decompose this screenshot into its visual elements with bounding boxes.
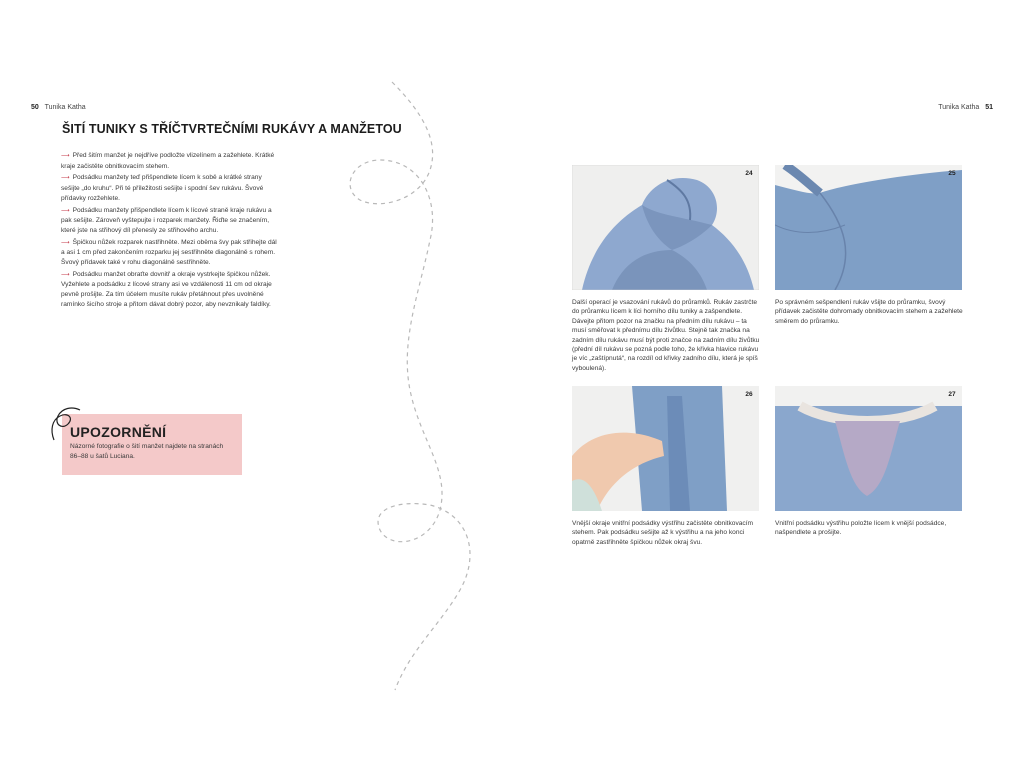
- photo-number: 25: [948, 170, 956, 177]
- garment-photo-image: [572, 165, 759, 290]
- step-photo-27: [775, 386, 962, 511]
- needle-arrow-icon: ⟶: [61, 271, 70, 278]
- instruction-steps: [61, 151, 279, 312]
- needle-arrow-icon: ⟶: [61, 153, 70, 159]
- right-running-head: Tunika Katha: [938, 104, 980, 111]
- photo-caption: Po správném sešpendlení rukáv všijte do průramku, švový přídavek začistěte dohromady obnitkovacím stehem a zažehlete směrem do průramku.: [775, 299, 963, 325]
- instruction-step: [61, 270, 279, 310]
- garment-photo-image: [775, 386, 962, 511]
- garment-photo-image: [572, 386, 759, 511]
- photo-number: 26: [745, 391, 753, 398]
- note-box: [62, 414, 242, 475]
- left-page-folio: [31, 104, 86, 111]
- left-page-number: 50: [31, 104, 39, 111]
- garment-photo-image: [775, 165, 962, 290]
- note-heading: UPOZORNĚNÍ: [70, 424, 167, 440]
- needle-arrow-icon: ⟶: [61, 175, 70, 182]
- step-photo-26: [572, 386, 759, 511]
- right-page-number: 51: [985, 104, 993, 111]
- instruction-step: [61, 206, 279, 236]
- page-title: ŠITÍ TUNIKY S TŘÍČTVRTEČNÍMI RUKÁVY A MANŽETOU: [62, 122, 402, 136]
- photo-number: 27: [948, 391, 956, 398]
- instruction-step: [61, 173, 279, 203]
- left-running-head: Tunika Katha: [44, 104, 86, 111]
- photo-caption: Další operací je vsazování rukávů do průramků. Rukáv zastrčte do průramku lícem k líci horního dílu tuniky a zašpendlete. Dávejte přitom pozor na značku na předním dílu rukávu – ta musí směřovat k přednímu dílu živůtku. Stejně tak značka na zadním dílu rukávu musí být proti značce na zadním dílu živůtku (přední díl rukávu se pozná podle toho, že křivka hlavice rukávu je víc „zaštípnutá“, na rozdíl od křivky zadního dílu, která je spíš vyboulená).: [572, 299, 760, 372]
- photo-caption: Vnější okraje vnitřní podsádky výstřihu začistěte obnitkovacím stehem. Pak podsádku sešijte až k výstřihu a na jeho konci opatrně zastřihněte špičkou nůžek okraj švu.: [572, 520, 754, 546]
- instruction-step: [61, 151, 279, 171]
- step-text: Špičkou nůžek rozparek nastřihněte. Mezi oběma švy pak střihejte dál a asi 1 cm před zakončením rozparku jej sestřihněte diagonálně s rohem. Švový přídavek také v rohu diagonálně sestřihněte.: [61, 238, 277, 267]
- note-text: Názorné fotografie o šití manžet najdete na stranách 86–88 u šatů Luciana.: [70, 443, 224, 460]
- needle-arrow-icon: ⟶: [61, 239, 70, 246]
- step-photo-25: [775, 165, 962, 290]
- photo-caption: Vnitřní podsádku výstřihu položte lícem k vnější podsádce, našpendlete a prošijte.: [775, 520, 947, 537]
- needle-arrow-icon: ⟶: [61, 207, 70, 214]
- instruction-step: [61, 238, 279, 268]
- step-text: Podsádku manžet obraťte dovnitř a okraje vystrkejte špičkou nůžek. Vyžehlete a podsádku z lícové strany asi ve vzdálenosti 11 cm od okraje pevně prošijte. Za tím účelem musíte rukáv přetáhnout přes uvolněné ramínko šicího stroje a přitom dávat dobrý pozor, aby nevznikaly faldíky.: [61, 270, 272, 308]
- thread-loop-icon: [44, 402, 84, 442]
- step-text: Podsádku manžety přišpendlete lícem k lícové straně kraje rukávu a pak sešijte. Zároveň vyštepujte i rozparek manžety. Řiďte se značením, které jste na střihový díl přenesly ze střihového archu.: [61, 206, 272, 234]
- photo-number: 24: [745, 170, 753, 177]
- step-text: Před šitím manžet je nejdříve podložte vlizelínem a zažehlete. Krátké kraje začistěte obnitkovacím stehem.: [61, 152, 275, 170]
- right-page-folio: [938, 104, 993, 111]
- step-photo-24: [572, 165, 759, 290]
- step-text: Podsádku manžety teď přišpendlete lícem k sobě a krátké strany sešijte „do kruhu“. Při té příležitosti sešijte i spodní šev rukávu. Švové přídavky rozžehlete.: [61, 174, 264, 202]
